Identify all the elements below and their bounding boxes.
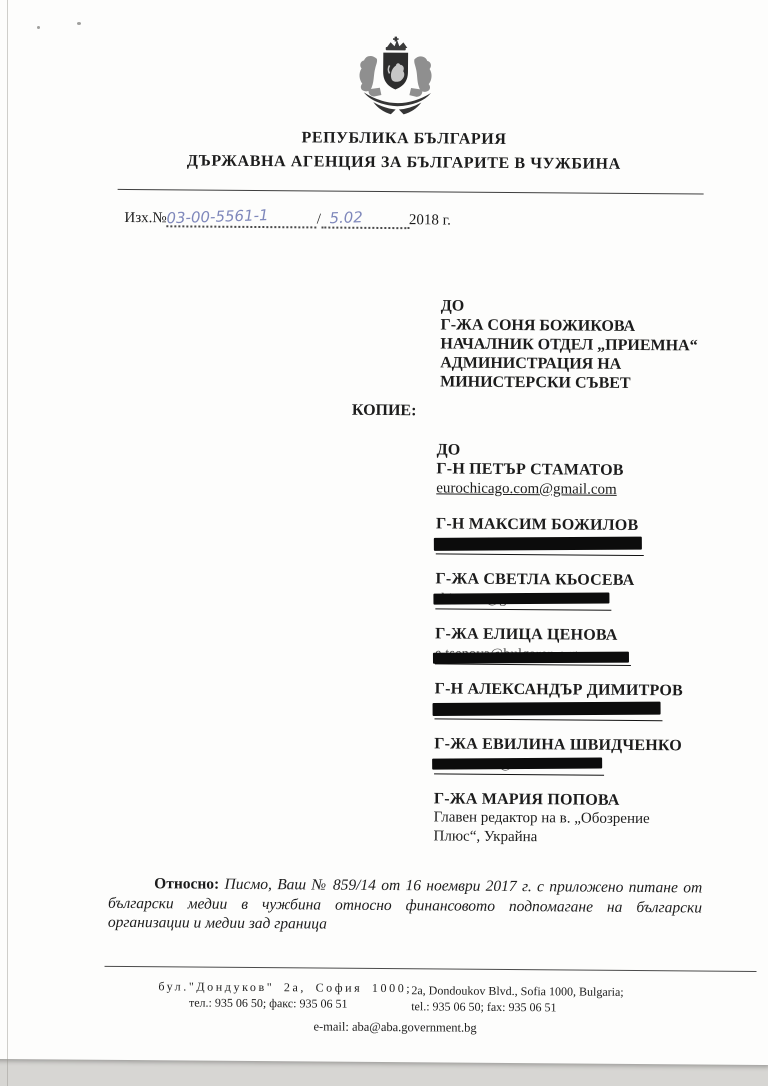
recipient-org-line2: МИНИСТЕРСКИ СЪВЕТ <box>440 373 631 392</box>
ref-prefix: Изх.№ <box>124 209 167 227</box>
copy-name: Г-Н ПЕТЪР СТАМАТОВ <box>436 460 624 479</box>
redacted-email <box>435 588 611 610</box>
copy-entry <box>433 789 753 849</box>
outgoing-ref-line <box>124 206 451 230</box>
footer-address-en <box>411 982 671 1016</box>
subject-text: Писмо, Ваш № 859/14 от 16 ноември 2017 г. с приложено питане от български медии в чужбина относно финансовото подпомагане на български организации и медии зад граница <box>107 875 703 933</box>
ref-year: 2018 г. <box>408 212 451 229</box>
copy-name: Г-ЖА ЕЛИЦА ЦЕНОВА <box>435 625 618 644</box>
recipient-to-label: ДО <box>440 297 465 315</box>
footer-address-en-line2: tel.: 935 06 50; fax: 935 06 51 <box>411 999 557 1015</box>
footer-address-bg-line2: тел.: 935 06 50; факс: 935 06 51 <box>188 995 348 1011</box>
redacted-email <box>434 698 662 721</box>
footer-address-bg <box>158 978 413 1012</box>
footer-address-bg-line1: бул."Дондуков" 2а, София 1000; <box>158 979 413 996</box>
copies-list <box>433 440 756 863</box>
copy-entry <box>436 514 756 558</box>
subject-block <box>108 874 702 937</box>
recipient-name: Г-ЖА СОНЯ БОЖИКОВА <box>440 316 636 335</box>
copy-description-line2: Плюс“, Украйна <box>433 828 538 846</box>
copy-name: Г-ЖА ЕВИЛИНА ШВИДЧЕНКО <box>434 735 683 755</box>
scan-speck <box>77 22 81 25</box>
recipient-org-line1: АДМИНИСТРАЦИЯ НА <box>440 354 622 373</box>
copy-name: Г-ЖА СВЕТЛА КЬОСЕВА <box>435 570 635 589</box>
copy-description-line1: Главен редактор на в. „Обозрение <box>433 809 650 828</box>
recipient-title-line: НАЧАЛНИК ОТДЕЛ „ПРИЕМНА“ <box>440 335 698 355</box>
copy-name: Г-Н АЛЕКСАНДЪР ДИМИТРОВ <box>434 680 683 700</box>
ref-number-field <box>166 206 317 228</box>
redaction-bar <box>434 537 642 551</box>
bulgaria-coat-of-arms-icon <box>349 34 446 125</box>
redaction-bar <box>433 593 609 605</box>
copy-label: КОПИЕ: <box>351 401 417 420</box>
ref-number-handwritten: 03-00-5561-1 <box>166 206 270 228</box>
copy-entry <box>436 440 756 503</box>
footer-divider <box>105 966 757 972</box>
copy-name: Г-ЖА МАРИЯ ПОПОВА <box>433 790 620 809</box>
redacted-email <box>436 533 644 556</box>
redacted-email <box>435 643 631 666</box>
ref-date-field <box>321 208 409 229</box>
ref-slash: / <box>316 211 321 228</box>
redaction-bar <box>433 652 629 664</box>
recipient-block <box>440 296 698 393</box>
copy-name: Г-Н МАКСИМ БОЖИЛОВ <box>435 515 639 534</box>
subject-label: Относно: <box>154 875 220 893</box>
copy-entry <box>434 679 754 723</box>
agency-title: ДЪРЖАВНА АГЕНЦИЯ ЗА БЪЛГАРИТЕ В ЧУЖБИНА <box>186 152 621 173</box>
ref-date-handwritten: 5.02 <box>328 208 363 228</box>
republic-title: РЕПУБЛИКА БЪЛГАРИЯ <box>301 129 507 148</box>
copy-to-label: ДО <box>436 441 461 459</box>
header-divider <box>118 189 704 195</box>
copy-email: eurochicago.com@gmail.com <box>436 480 617 498</box>
copy-entry <box>435 569 755 613</box>
footer-address-en-line1: 2a, Dondoukov Blvd., Sofia 1000, Bulgaria; <box>411 983 624 999</box>
redacted-email <box>434 753 604 775</box>
copy-entry <box>435 624 755 668</box>
footer-email: e-mail: aba@aba.government.bg <box>313 1019 477 1035</box>
redaction-bar <box>432 758 602 770</box>
copy-entry <box>434 734 754 778</box>
scan-speck <box>37 26 40 29</box>
redaction-bar <box>433 702 661 716</box>
